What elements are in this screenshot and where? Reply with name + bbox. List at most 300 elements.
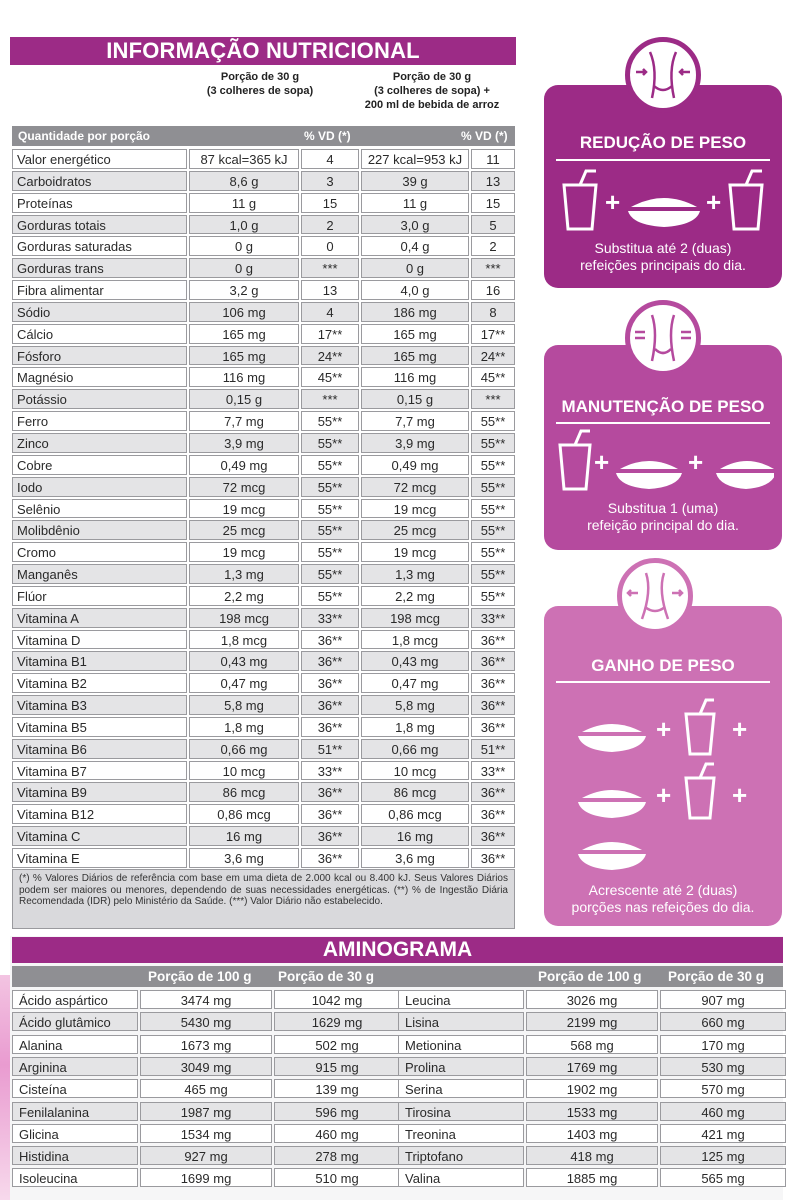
vd-serving-1: 3: [301, 171, 359, 191]
amino-row: [398, 1101, 786, 1122]
vd-header-2: % VD (*): [461, 129, 508, 143]
amount-30g: 915 mg: [274, 1057, 400, 1076]
vd-serving-2: 36**: [471, 651, 515, 671]
amount-30g: 460 mg: [274, 1124, 400, 1143]
amount-100g: 1673 mg: [140, 1035, 272, 1054]
nutrition-row: [12, 192, 515, 214]
vd-serving-2: 8: [471, 302, 515, 322]
amount-serving-1: 1,8 mg: [189, 717, 299, 737]
body-reduce-icon: [625, 37, 701, 113]
weight-loss-card: [544, 85, 782, 288]
amount-serving-2: 0,47 mg: [361, 673, 469, 693]
amount-serving-1: 25 mcg: [189, 520, 299, 540]
nutrient-name: Vitamina B12: [12, 804, 187, 824]
nutrition-row: [12, 781, 515, 803]
amount-100g: 3474 mg: [140, 990, 272, 1009]
amino-acid-name: Histidina: [12, 1146, 138, 1165]
amino-row: [398, 1056, 786, 1077]
amount-30g: 170 mg: [660, 1035, 786, 1054]
amount-serving-2: 116 mg: [361, 367, 469, 387]
vd-serving-1: 55**: [301, 520, 359, 540]
meal-plus-shake-icon: [574, 694, 764, 874]
amount-serving-1: 0,49 mg: [189, 455, 299, 475]
amount-serving-1: 19 mcg: [189, 499, 299, 519]
amount-serving-2: 0,15 g: [361, 389, 469, 409]
vd-serving-1: 36**: [301, 695, 359, 715]
amount-100g: 1902 mg: [526, 1079, 658, 1098]
nutrition-row: [12, 541, 515, 563]
vd-serving-1: 55**: [301, 433, 359, 453]
amount-30g: 565 mg: [660, 1168, 786, 1187]
nutrient-name: Vitamina B7: [12, 761, 187, 781]
weight-maintain-text-1: Substitua 1 (uma): [607, 500, 719, 516]
amino-acid-name: Ácido aspártico: [12, 990, 138, 1009]
nutrient-name: Zinco: [12, 433, 187, 453]
vd-serving-2: 15: [471, 193, 515, 213]
nutrient-name: Vitamina B1: [12, 651, 187, 671]
vd-serving-1: 2: [301, 215, 359, 235]
amount-30g: 907 mg: [660, 990, 786, 1009]
nutrition-row: [12, 214, 515, 236]
vd-serving-2: 55**: [471, 564, 515, 584]
vd-serving-1: 36**: [301, 717, 359, 737]
vd-serving-2: 36**: [471, 826, 515, 846]
weight-gain-title: GANHO DE PESO: [591, 656, 735, 675]
nutrient-name: Vitamina B9: [12, 782, 187, 802]
amount-30g: 502 mg: [274, 1035, 400, 1054]
amino-row: [12, 1101, 400, 1122]
vd-serving-2: 13: [471, 171, 515, 191]
svg-text:+: +: [656, 714, 672, 744]
nutrient-name: Cobre: [12, 455, 187, 475]
nutrient-name: Valor energético: [12, 149, 187, 169]
nutrient-name: Selênio: [12, 499, 187, 519]
amount-serving-1: 0,66 mg: [189, 739, 299, 759]
nutrient-name: Flúor: [12, 586, 187, 606]
amino-acid-name: Alanina: [12, 1035, 138, 1054]
amount-30g: 660 mg: [660, 1012, 786, 1031]
nutrition-row: [12, 585, 515, 607]
amount-serving-2: 0,43 mg: [361, 651, 469, 671]
nutrition-row: [12, 345, 515, 367]
amount-serving-2: 0,4 g: [361, 236, 469, 256]
vd-header-1: % VD (*): [304, 129, 351, 143]
vd-serving-1: 36**: [301, 782, 359, 802]
amount-serving-2: 3,9 mg: [361, 433, 469, 453]
amount-serving-2: 39 g: [361, 171, 469, 191]
nutrient-name: Vitamina C: [12, 826, 187, 846]
amount-serving-1: 198 mcg: [189, 608, 299, 628]
vd-serving-1: 55**: [301, 411, 359, 431]
amount-serving-2: 1,8 mg: [361, 717, 469, 737]
vd-serving-1: 24**: [301, 346, 359, 366]
vd-serving-2: ***: [471, 258, 515, 278]
amount-serving-1: 16 mg: [189, 826, 299, 846]
amount-serving-2: 3,6 mg: [361, 848, 469, 868]
weight-loss-text: [554, 240, 772, 274]
nutrition-row: [12, 432, 515, 454]
vd-serving-2: 36**: [471, 630, 515, 650]
amount-serving-2: 165 mg: [361, 346, 469, 366]
amount-100g: 1885 mg: [526, 1168, 658, 1187]
amount-serving-1: 86 mcg: [189, 782, 299, 802]
nutrition-row: [12, 279, 515, 301]
nutrient-name: Vitamina B6: [12, 739, 187, 759]
amino-row: [12, 1056, 400, 1077]
nutrition-row: [12, 301, 515, 323]
vd-serving-1: 36**: [301, 673, 359, 693]
amount-serving-1: 165 mg: [189, 346, 299, 366]
nutrition-row: [12, 170, 515, 192]
nutrient-name: Vitamina A: [12, 608, 187, 628]
amount-30g: 1629 mg: [274, 1012, 400, 1031]
nutrient-name: Fibra alimentar: [12, 280, 187, 300]
vd-serving-2: 55**: [471, 586, 515, 606]
vd-serving-1: 36**: [301, 848, 359, 868]
amount-serving-2: 4,0 g: [361, 280, 469, 300]
amino-row: [12, 1167, 400, 1188]
nutrition-footnote: (*) % Valores Diários de referência com base em uma dieta de 2.000 kcal ou 8.400 kJ. Seus Valores Diários podem ser maiores ou menores, dependendo de suas necessidades energéticas. (**) % de Ingestão Diária Recomendada (IDR) pelo Ministério da Saúde. (***) Valor Diário não estabelecido.: [12, 869, 515, 929]
nutrition-table: [12, 148, 515, 869]
amino-acid-name: Ácido glutâmico: [12, 1012, 138, 1031]
nutrition-row: [12, 388, 515, 410]
amount-serving-1: 11 g: [189, 193, 299, 213]
vd-serving-1: 55**: [301, 542, 359, 562]
vd-serving-2: 36**: [471, 804, 515, 824]
amount-100g: 3026 mg: [526, 990, 658, 1009]
serving-2-line-1: Porção de 30 g: [392, 71, 472, 83]
amount-serving-1: 3,9 mg: [189, 433, 299, 453]
nutrient-name: Gorduras trans: [12, 258, 187, 278]
svg-text:+: +: [605, 187, 621, 217]
amount-serving-1: 3,6 mg: [189, 848, 299, 868]
nutrition-row: [12, 410, 515, 432]
amino-row: [12, 1078, 400, 1099]
nutrient-name: Vitamina B2: [12, 673, 187, 693]
vd-serving-1: 33**: [301, 608, 359, 628]
vd-serving-2: 55**: [471, 520, 515, 540]
vd-serving-2: 55**: [471, 411, 515, 431]
amino-acid-name: Leucina: [398, 990, 524, 1009]
nutrient-name: Sódio: [12, 302, 187, 322]
nutrition-row: [12, 716, 515, 738]
amount-serving-2: 86 mcg: [361, 782, 469, 802]
amino-acid-name: Arginina: [12, 1057, 138, 1076]
amount-serving-1: 5,8 mg: [189, 695, 299, 715]
weight-loss-title: REDUÇÃO DE PESO: [579, 133, 747, 152]
amount-100g: 1534 mg: [140, 1124, 272, 1143]
aminogram-column-header: [12, 966, 783, 987]
serving-header-1: [190, 70, 330, 98]
weight-gain-text-1: Acrescente até 2 (duas): [588, 882, 738, 898]
amount-30g: 510 mg: [274, 1168, 400, 1187]
amount-serving-2: 3,0 g: [361, 215, 469, 235]
amount-100g: 1699 mg: [140, 1168, 272, 1187]
vd-serving-2: 17**: [471, 324, 515, 344]
vd-serving-1: 55**: [301, 586, 359, 606]
vd-serving-2: 11: [471, 149, 515, 169]
amino-row: [12, 1011, 400, 1032]
vd-serving-2: 24**: [471, 346, 515, 366]
vd-serving-1: 55**: [301, 499, 359, 519]
amount-100g: 1987 mg: [140, 1102, 272, 1121]
amino-row: [398, 1145, 786, 1166]
nutrient-name: Cálcio: [12, 324, 187, 344]
amino-row: [12, 1145, 400, 1166]
nutrient-name: Vitamina B3: [12, 695, 187, 715]
vd-serving-1: 55**: [301, 477, 359, 497]
amount-serving-2: 19 mcg: [361, 499, 469, 519]
vd-serving-1: 36**: [301, 826, 359, 846]
vd-serving-2: 33**: [471, 608, 515, 628]
nutrition-title: INFORMAÇÃO NUTRICIONAL: [10, 37, 516, 65]
amount-serving-2: 2,2 mg: [361, 586, 469, 606]
amount-serving-1: 0,47 mg: [189, 673, 299, 693]
vd-serving-1: ***: [301, 258, 359, 278]
vd-serving-2: ***: [471, 389, 515, 409]
vd-serving-2: 36**: [471, 782, 515, 802]
amount-serving-2: 10 mcg: [361, 761, 469, 781]
amount-serving-1: 0 g: [189, 258, 299, 278]
amount-serving-2: 227 kcal=953 kJ: [361, 149, 469, 169]
amount-serving-1: 10 mcg: [189, 761, 299, 781]
shake-plus-meal-plus-shake-icon: [556, 167, 770, 237]
aminogram-title: AMINOGRAMA: [12, 937, 783, 963]
divider: [556, 681, 770, 683]
amount-serving-2: 19 mcg: [361, 542, 469, 562]
amount-serving-1: 165 mg: [189, 324, 299, 344]
serving-1-line-1: Porção de 30 g: [220, 71, 300, 83]
amino-row: [398, 1078, 786, 1099]
vd-serving-1: 4: [301, 149, 359, 169]
shake-plus-meal-plus-meal-icon: [554, 429, 774, 495]
divider: [556, 422, 770, 424]
nutrient-name: Magnésio: [12, 367, 187, 387]
amount-serving-1: 19 mcg: [189, 542, 299, 562]
nutrition-row: [12, 366, 515, 388]
vd-serving-1: 13: [301, 280, 359, 300]
amount-30g: 460 mg: [660, 1102, 786, 1121]
serving-header-2: [350, 70, 514, 112]
nutrient-name: Vitamina D: [12, 630, 187, 650]
amino-row: [12, 989, 400, 1010]
amount-serving-1: 1,3 mg: [189, 564, 299, 584]
amount-serving-1: 0 g: [189, 236, 299, 256]
nutrition-row: [12, 148, 515, 170]
nutrition-row: [12, 519, 515, 541]
amino-right-100g-header: Porção de 100 g: [538, 969, 642, 984]
nutrient-name: Manganês: [12, 564, 187, 584]
vd-serving-2: 55**: [471, 433, 515, 453]
nutrition-row: [12, 476, 515, 498]
nutrition-row: [12, 803, 515, 825]
amount-serving-1: 116 mg: [189, 367, 299, 387]
vd-serving-1: 55**: [301, 564, 359, 584]
amount-serving-1: 0,43 mg: [189, 651, 299, 671]
amount-serving-2: 72 mcg: [361, 477, 469, 497]
vd-serving-2: 36**: [471, 848, 515, 868]
quantity-header: Quantidade por porção: [18, 129, 151, 143]
vd-serving-1: 36**: [301, 630, 359, 650]
nutrition-row: [12, 694, 515, 716]
amount-100g: 2199 mg: [526, 1012, 658, 1031]
vd-serving-1: 55**: [301, 455, 359, 475]
amino-acid-name: Cisteína: [12, 1079, 138, 1098]
amount-serving-2: 0 g: [361, 258, 469, 278]
nutrient-name: Potássio: [12, 389, 187, 409]
amount-100g: 1533 mg: [526, 1102, 658, 1121]
nutrition-row: [12, 235, 515, 257]
amount-100g: 1769 mg: [526, 1057, 658, 1076]
amount-serving-2: 0,86 mcg: [361, 804, 469, 824]
amount-30g: 421 mg: [660, 1124, 786, 1143]
weight-maintain-text-2: refeição principal do dia.: [587, 517, 739, 533]
amount-serving-2: 0,66 mg: [361, 739, 469, 759]
vd-serving-1: 33**: [301, 761, 359, 781]
amino-row: [12, 1123, 400, 1144]
nutrition-row: [12, 738, 515, 760]
amino-row: [12, 1034, 400, 1055]
amino-row: [398, 989, 786, 1010]
amino-row: [398, 1034, 786, 1055]
serving-2-line-3: 200 ml de bebida de arroz: [364, 99, 500, 111]
vd-serving-2: 5: [471, 215, 515, 235]
amino-acid-name: Prolina: [398, 1057, 524, 1076]
vd-serving-1: 4: [301, 302, 359, 322]
amino-row: [398, 1011, 786, 1032]
amount-serving-2: 198 mcg: [361, 608, 469, 628]
amount-serving-1: 0,15 g: [189, 389, 299, 409]
nutrition-row: [12, 847, 515, 869]
svg-text:+: +: [688, 447, 704, 477]
amino-acid-name: Treonina: [398, 1124, 524, 1143]
nutrition-row: [12, 498, 515, 520]
nutrition-column-header: [12, 126, 515, 146]
nutrition-row: [12, 672, 515, 694]
amount-serving-2: 165 mg: [361, 324, 469, 344]
vd-serving-1: 51**: [301, 739, 359, 759]
amino-acid-name: Valina: [398, 1168, 524, 1187]
nutrient-name: Iodo: [12, 477, 187, 497]
nutrient-name: Molibdênio: [12, 520, 187, 540]
amount-serving-1: 3,2 g: [189, 280, 299, 300]
svg-text:+: +: [594, 447, 610, 477]
weight-gain-text-2: porções nas refeições do dia.: [571, 899, 755, 915]
weight-loss-text-2: refeições principais do dia.: [580, 257, 746, 273]
nutrient-name: Vitamina E: [12, 848, 187, 868]
nutrient-name: Vitamina B5: [12, 717, 187, 737]
amount-serving-1: 8,6 g: [189, 171, 299, 191]
nutrient-name: Ferro: [12, 411, 187, 431]
amino-right-30g-header: Porção de 30 g: [668, 969, 765, 984]
amount-30g: 278 mg: [274, 1146, 400, 1165]
nutrient-name: Gorduras saturadas: [12, 236, 187, 256]
vd-serving-1: 36**: [301, 804, 359, 824]
vd-serving-2: 55**: [471, 477, 515, 497]
amount-serving-2: 1,3 mg: [361, 564, 469, 584]
weight-gain-text: [554, 882, 772, 916]
svg-text:+: +: [732, 714, 748, 744]
vd-serving-1: 15: [301, 193, 359, 213]
amount-30g: 139 mg: [274, 1079, 400, 1098]
amount-100g: 3049 mg: [140, 1057, 272, 1076]
amino-acid-name: Glicina: [12, 1124, 138, 1143]
vd-serving-2: 36**: [471, 695, 515, 715]
amount-serving-2: 186 mg: [361, 302, 469, 322]
vd-serving-2: 33**: [471, 761, 515, 781]
nutrition-row: [12, 760, 515, 782]
amino-left-100g-header: Porção de 100 g: [148, 969, 252, 984]
nutrition-row: [12, 629, 515, 651]
amino-row: [398, 1167, 786, 1188]
amount-100g: 5430 mg: [140, 1012, 272, 1031]
vd-serving-2: 55**: [471, 455, 515, 475]
vd-serving-2: 45**: [471, 367, 515, 387]
nutrient-name: Cromo: [12, 542, 187, 562]
amino-acid-name: Tirosina: [398, 1102, 524, 1121]
serving-1-line-2: (3 colheres de sopa): [206, 85, 314, 97]
vd-serving-2: 36**: [471, 673, 515, 693]
amount-100g: 568 mg: [526, 1035, 658, 1054]
amount-serving-2: 25 mcg: [361, 520, 469, 540]
weight-loss-text-1: Substitua até 2 (duas): [594, 240, 732, 256]
serving-2-line-2: (3 colheres de sopa) +: [374, 85, 490, 97]
body-maintain-icon: [625, 300, 701, 376]
amount-serving-1: 1,0 g: [189, 215, 299, 235]
amount-serving-2: 5,8 mg: [361, 695, 469, 715]
amount-serving-1: 87 kcal=365 kJ: [189, 149, 299, 169]
nutrition-row: [12, 650, 515, 672]
nutrition-row: [12, 454, 515, 476]
vd-serving-1: 45**: [301, 367, 359, 387]
vd-serving-2: 16: [471, 280, 515, 300]
amino-acid-name: Fenilalanina: [12, 1102, 138, 1121]
pink-decoration: [0, 975, 10, 1200]
svg-text:+: +: [656, 780, 672, 810]
amino-acid-name: Triptofano: [398, 1146, 524, 1165]
weight-maintain-title: MANUTENÇÃO DE PESO: [561, 397, 765, 416]
amino-acid-name: Lisina: [398, 1012, 524, 1031]
svg-text:+: +: [732, 780, 748, 810]
amino-row: [398, 1123, 786, 1144]
weight-gain-card: [544, 606, 782, 926]
amino-acid-name: Isoleucina: [12, 1168, 138, 1187]
amount-serving-1: 1,8 mcg: [189, 630, 299, 650]
body-gain-icon: [617, 558, 693, 634]
amount-100g: 465 mg: [140, 1079, 272, 1098]
amount-serving-2: 7,7 mg: [361, 411, 469, 431]
nutrition-row: [12, 563, 515, 585]
vd-serving-2: 36**: [471, 717, 515, 737]
amount-30g: 570 mg: [660, 1079, 786, 1098]
amount-100g: 927 mg: [140, 1146, 272, 1165]
amount-30g: 596 mg: [274, 1102, 400, 1121]
vd-serving-2: 55**: [471, 499, 515, 519]
nutrition-row: [12, 607, 515, 629]
amount-serving-2: 11 g: [361, 193, 469, 213]
weight-maintain-text: [554, 500, 772, 534]
vd-serving-1: 36**: [301, 651, 359, 671]
amount-serving-2: 0,49 mg: [361, 455, 469, 475]
amino-acid-name: Metionina: [398, 1035, 524, 1054]
nutrition-row: [12, 825, 515, 847]
vd-serving-2: 2: [471, 236, 515, 256]
amount-100g: 1403 mg: [526, 1124, 658, 1143]
amount-serving-2: 1,8 mcg: [361, 630, 469, 650]
nutrient-name: Fósforo: [12, 346, 187, 366]
amount-serving-1: 0,86 mcg: [189, 804, 299, 824]
amount-serving-1: 7,7 mg: [189, 411, 299, 431]
